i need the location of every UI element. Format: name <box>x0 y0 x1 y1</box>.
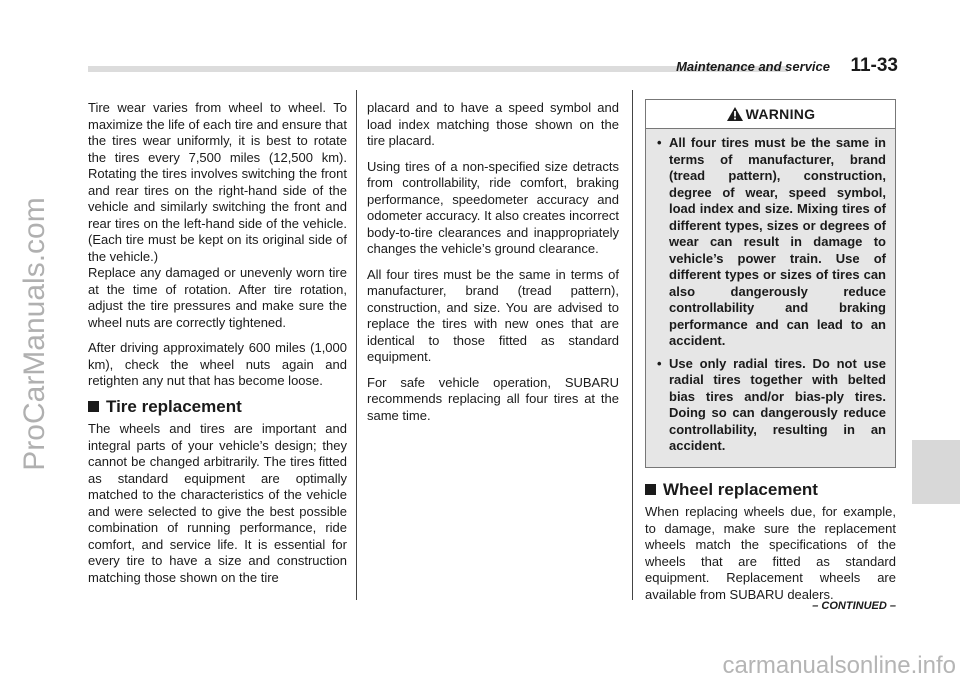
page-number: 11-33 <box>850 55 898 76</box>
column-3 <box>645 100 896 612</box>
paragraph: The wheels and tires are important and integral parts of your vehicle’s design; they cannot be changed arbitrarily. The tires fitted as standard equipment are optimally matched to the characteristics of the vehicle and were selected to give the best possible combination of running performance, ride comfort, and service life. It is essential for every tire to have a size and construction matching those shown on the tire <box>88 421 347 585</box>
paragraph: placard and to have a speed symbol and load index matching those shown on the tire placard. <box>367 100 619 148</box>
warning-header: WARNING <box>646 100 895 129</box>
warning-item: • Use only radial tires. Do not use radial tires together with belted bias tires and/or bias-ply tires. Doing so can dangerously reduce controllability, resulting in an accident. <box>657 356 886 455</box>
chapter-thumb-tab <box>912 440 960 504</box>
column-divider <box>356 90 357 600</box>
paragraph: Tire wear varies from wheel to wheel. To maximize the life of each tire and ensure that the tires wear uniformly, it is best to rotate the tires every 7,500 miles (12,500 km). Rotating the tires involves switching the front and rear tires on the right-hand side of the vehicle and similarly switching the front and rear tires on the left-hand side of the vehicle. (Each tire must be kept on its original side of the vehicle.) <box>88 100 347 264</box>
square-bullet-icon <box>645 484 656 495</box>
paragraph: Replace any damaged or unevenly worn tire at the time of rotation. After tire rotation, adjust the tire pressures and make sure the wheel nuts are correctly tightened. <box>88 265 347 330</box>
wheel-replacement-heading: Wheel replacement <box>645 482 896 499</box>
paragraph: All four tires must be the same in terms of manufacturer, brand (tread pattern), construction, and size. You are advised to replace the tires with new ones that are identical to those fitted as standard equipment. <box>367 266 619 364</box>
side-watermark: ProCarManuals.com <box>18 197 51 471</box>
paragraph: After driving approximately 600 miles (1,000 km), check the wheel nuts again and retighten any nut that has become loose. <box>88 340 347 388</box>
warning-box <box>645 99 896 468</box>
warning-item: • All four tires must be the same in terms of manufacturer, brand (tread pattern), construction, degree of wear, speed symbol, load index and size. Mixing tires of different types, sizes or degrees of wear can result in damage to vehicle’s power train. Use of different types or sizes of tires can also dangerously reduce controllability and braking performance and can lead to an accident. <box>657 135 886 350</box>
paragraph: When replacing wheels due, for example, to damage, make sure the replacement wheels match the specifications of the wheels that are fitted as standard equipment. Replacement wheels are available from SUBARU dealers. <box>645 504 896 602</box>
column-divider <box>632 90 633 600</box>
paragraph: Using tires of a non-specified size detracts from controllability, ride comfort, braking performance, speedometer accuracy and odometer accuracy. It also creates incorrect body-to-tire clearances and inappropriately changes the vehicle’s ground clearance. <box>367 158 619 256</box>
column-2 <box>367 100 619 433</box>
footer-watermark: carmanualsonline.info <box>722 652 956 679</box>
tire-replacement-heading: Tire replacement <box>88 399 347 416</box>
continued-label: – CONTINUED – <box>812 600 896 612</box>
warning-list <box>646 135 895 455</box>
section-title: Maintenance and service <box>676 59 830 74</box>
warning-triangle-icon <box>726 106 744 122</box>
column-1 <box>88 100 347 595</box>
square-bullet-icon <box>88 401 99 412</box>
paragraph: For safe vehicle operation, SUBARU recommends replacing all four tires at the same time. <box>367 374 619 423</box>
